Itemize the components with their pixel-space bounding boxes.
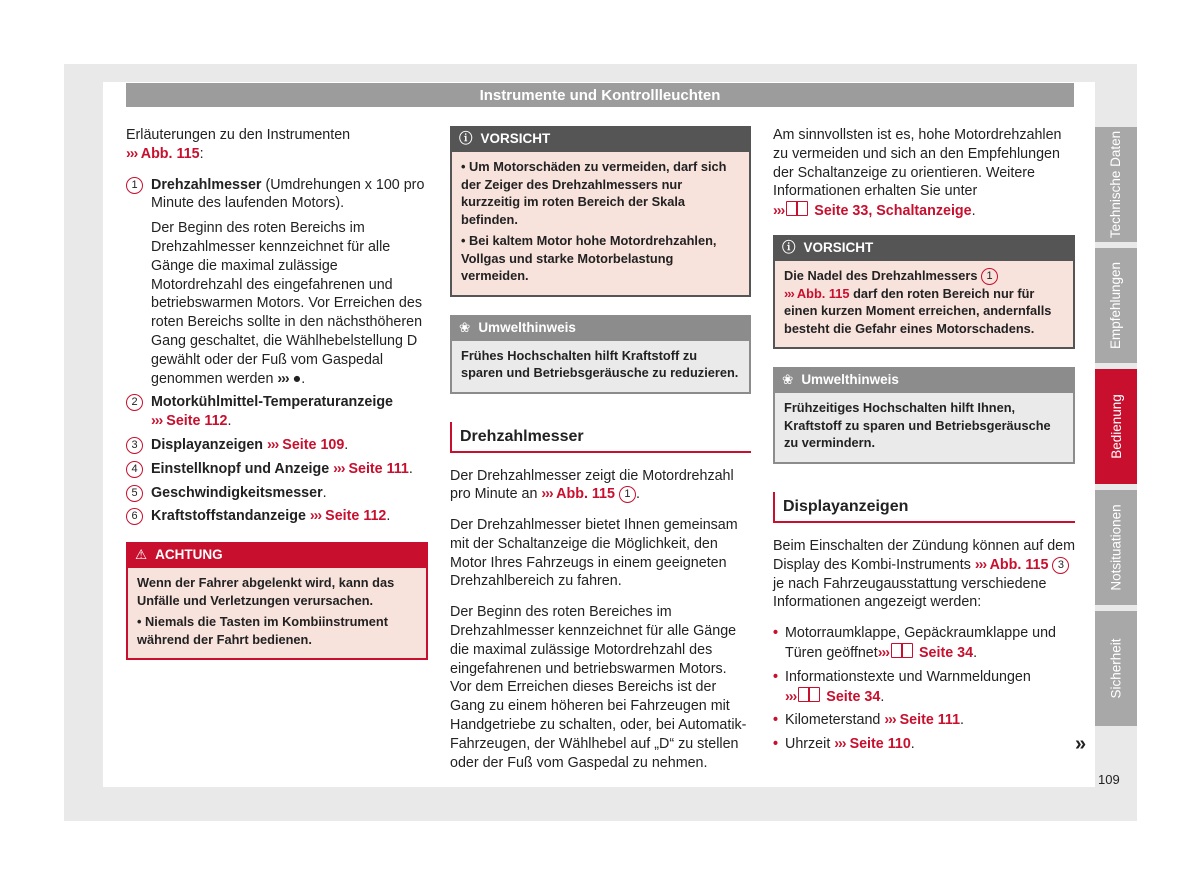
column-left <box>126 126 428 678</box>
list-item: 6 Kraftstoffstandanzeige ››› Seite 112. <box>126 507 428 526</box>
warning-header: ⚠ ACHTUNG <box>126 542 428 568</box>
list-item: • Informationstexte und Warnmeldungen ››› Seite 34. <box>773 668 1075 707</box>
caution-header: ⓘ VORSICHT <box>773 235 1075 261</box>
list-item: 4 Einstellknopf und Anzeige ››› Seite 111. <box>126 460 428 479</box>
tab-empfehlungen[interactable]: Empfehlungen <box>1095 248 1137 363</box>
page-title: Instrumente und Kontrollleuchten <box>126 83 1074 107</box>
book-icon <box>786 201 808 216</box>
list-item: • Uhrzeit ››› Seite 110. <box>773 735 1075 754</box>
page-link[interactable]: ››› Seite 33, Schaltanzeige <box>773 203 972 220</box>
list-item: 3 Displayanzeigen ››› Seite 109. <box>126 436 428 455</box>
page-link[interactable]: ››› Seite 112 <box>151 413 228 430</box>
book-icon <box>798 687 820 702</box>
bullet-list <box>773 624 1075 754</box>
item-description: Der Beginn des roten Bereichs im Drehzahlmesser kennzeichnet für alle Gänge die maximal zulässige Motordrehzahl des eingefahrenen und betriebswarmen Motors. Vor Erreichen des roten Bereichs sollte in den nächsthöheren Gang geschaltet, die Wählhebelstellung D gewählt oder der Fuß vom Gaspedal genommen werden ››› ●. <box>151 220 423 387</box>
intro-paragraph: Erläuterungen zu den Instrumenten ››› Abb. 115: <box>126 127 351 162</box>
caution-body: • Um Motorschäden zu vermeiden, darf sich der Zeiger des Drehzahlmessers nur kurzzeitig im roten Bereich der Skala befinden. • Bei kaltem Motor hohe Motordrehzahlen, Vollgas und starke Motorbelastung vermeiden. <box>450 152 751 297</box>
tab-sicherheit[interactable]: Sicherheit <box>1095 611 1137 726</box>
figure-link[interactable]: ››› Abb. 115 <box>784 285 850 301</box>
callout-number: 1 <box>619 486 636 503</box>
callout-number: 3 <box>126 437 143 454</box>
callout-number: 1 <box>126 177 143 194</box>
callout-number: 4 <box>126 461 143 478</box>
figure-link[interactable]: ››› Abb. 115 <box>541 486 615 503</box>
book-icon <box>891 643 913 658</box>
page-link[interactable]: ››› Seite 111 <box>884 712 961 729</box>
environment-body: Frühzeitiges Hochschalten hilft Ihnen, Kraftstoff zu sparen und Betriebsgeräusche zu vermindern. <box>773 393 1075 464</box>
section-heading: Drehzahlmesser <box>450 422 751 453</box>
tab-notsituationen[interactable]: Notsituationen <box>1095 490 1137 605</box>
page-link[interactable]: ››› Seite 109 <box>267 436 345 453</box>
page-link[interactable]: ››› Seite 34 <box>877 644 974 661</box>
environment-header: ❀ Umwelthinweis <box>450 315 751 341</box>
page-link[interactable]: ››› Seite 111 <box>333 460 409 477</box>
page-link[interactable]: ››› Seite 110 <box>834 736 911 753</box>
page-number: 109 <box>1098 772 1120 787</box>
environment-header: ❀ Umwelthinweis <box>773 367 1075 393</box>
callout-number: 6 <box>126 508 143 525</box>
paragraph: Der Drehzahlmesser bietet Ihnen gemeinsam mit der Schaltanzeige die Möglichkeit, den Motor Ihres Fahrzeugs in einem geeigneten Drehzahlbereich zu fahren. <box>450 517 738 590</box>
warning-triangle-icon: ⚠ <box>135 547 148 563</box>
caution-box <box>450 126 751 297</box>
callout-number: 5 <box>126 485 143 502</box>
list-item: • Kilometerstand ››› Seite 111. <box>773 711 1075 730</box>
paragraph: Der Drehzahlmesser zeigt die Motordrehzahl pro Minute an ››› Abb. 115 1 . <box>450 467 734 503</box>
info-circle-icon: ⓘ <box>459 131 473 146</box>
column-right <box>773 126 1075 759</box>
flower-icon: ❀ <box>782 372 794 388</box>
figure-link[interactable]: ››› Abb. 115 <box>974 556 1049 573</box>
info-circle-icon: ⓘ <box>782 239 796 255</box>
page-link[interactable]: ››› Seite 34 <box>785 688 881 705</box>
environment-body: Frühes Hochschalten hilft Kraftstoff zu sparen und Betriebsgeräusche zu reduzieren. <box>450 341 751 394</box>
paragraph: Beim Einschalten der Zündung können auf dem Display des Kombi-Instruments ››› Abb. 115 3 je nach Fahrzeugausstattung verschiedene Informationen angezeigt werden: <box>773 537 1076 611</box>
tab-bedienung[interactable]: Bedienung <box>1095 369 1137 484</box>
page-link[interactable]: ››› Seite 112 <box>309 508 387 525</box>
continue-chevron-icon: » <box>1075 733 1087 755</box>
paragraph: Am sinnvollsten ist es, hohe Motordrehzahlen zu vermeiden und sich an den Empfehlungen der Schaltanzeige zu orientieren. Weitere Informationen erhalten Sie unter ››› Seite 33, Schaltanzeige. <box>773 127 1062 220</box>
list-item: • Motorraumklappe, Gepäckraumklappe und Türen geöffnet››› Seite 34. <box>773 624 1075 663</box>
tab-technische-daten[interactable]: Technische Daten <box>1095 127 1137 242</box>
flower-icon: ❀ <box>459 319 471 335</box>
list-item: 1 Drehzahlmesser (Umdrehungen x 100 pro Minute des laufenden Motors). Der Beginn des roten Bereichs im Drehzahlmesser kennzeichnet für alle Gänge die maximal zulässige Motordrehzahl des eingefahrenen und betriebswarmen Motors. Vor Erreichen des roten Bereichs sollte in den nächsthöheren Gang geschaltet, die Wählhebelstellung D gewählt oder der Fuß vom Gaspedal genommen werden ››› ●. <box>126 176 428 389</box>
environment-note-box <box>450 315 751 394</box>
figure-link[interactable]: ››› Abb. 115 <box>126 145 200 162</box>
callout-number: 3 <box>1052 557 1069 574</box>
environment-note-box <box>773 367 1075 464</box>
caution-box <box>773 235 1075 350</box>
caution-header: ⓘ VORSICHT <box>450 126 751 152</box>
paragraph: Der Beginn des roten Bereiches im Drehzahlmesser kennzeichnet für alle Gänge die maximal zulässige Motordrehzahl des eingefahrenen und betriebswarmen Motors. Vor dem Erreichen dieses Bereichs ist der Gang zu einem höheren bei Fahrzeugen mit Handgetriebe zu schalten, oder, bei Automatik-Fahrzeugen, der Wählhebel auf „D“ zu stellen oder der Fuß vom Gaspedal zu nehmen. <box>450 604 747 771</box>
section-heading: Displayanzeigen <box>773 492 1075 523</box>
column-middle <box>450 126 751 784</box>
warning-box <box>126 542 428 660</box>
list-item: 2 Motorkühlmittel-Temperaturanzeige ››› Seite 112. <box>126 393 428 431</box>
warning-body: Wenn der Fahrer abgelenkt wird, kann das Unfälle und Verletzungen verursachen. • Niemals die Tasten im Kombiinstrument während der Fahrt bedienen. <box>126 568 428 660</box>
callout-number: 2 <box>126 394 143 411</box>
list-item: 5 Geschwindigkeitsmesser. <box>126 484 428 503</box>
caution-body: Die Nadel des Drehzahlmessers 1 ››› Abb. 115 darf den roten Bereich nur für einen kurzen Moment erreichen, andernfalls besteht die Gefahr eines Motorschadens. <box>773 261 1075 350</box>
